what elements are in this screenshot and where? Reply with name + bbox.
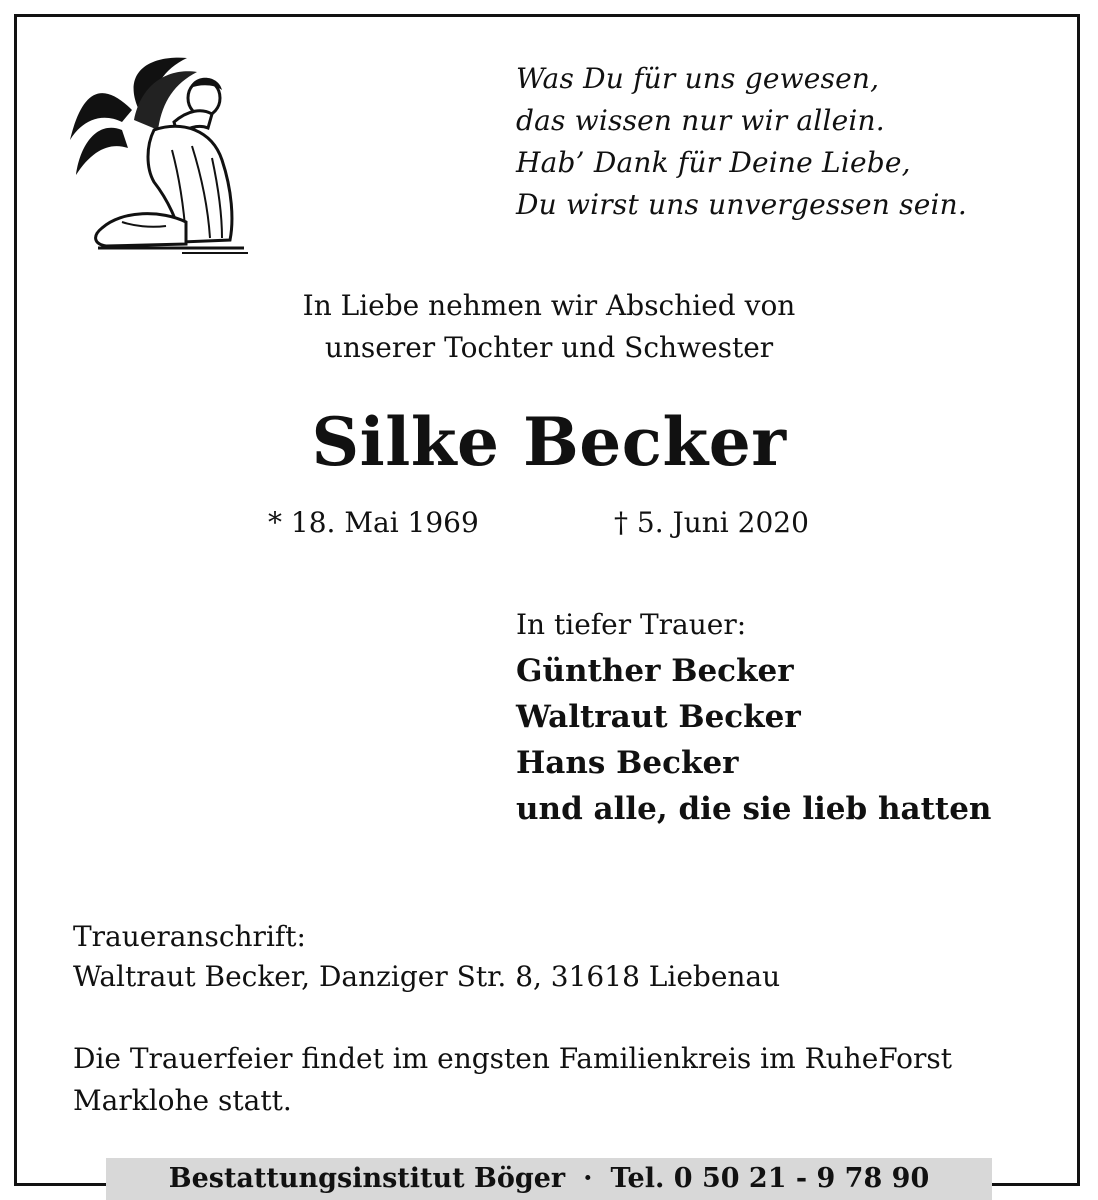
- funeral-home-name: Bestattungsinstitut Böger: [168, 1163, 566, 1194]
- poem-line: Du wirst uns unvergessen sein.: [516, 188, 967, 221]
- birth-date: * 18. Mai 1969: [268, 506, 479, 539]
- deceased-name: Silke Becker: [311, 403, 787, 481]
- mourner-name: und alle, die sie lieb hatten: [516, 791, 992, 827]
- mourner-name: Hans Becker: [516, 745, 739, 781]
- funeral-home-phone: Tel. 0 50 21 - 9 78 90: [610, 1163, 930, 1194]
- ceremony-line: Marklohe statt.: [73, 1084, 292, 1117]
- funeral-home-banner: [106, 1158, 992, 1200]
- farewell-intro: [0, 285, 1098, 369]
- poem-line: Was Du für uns gewesen,: [516, 62, 880, 95]
- mourner-name: Waltraut Becker: [516, 699, 801, 735]
- mourner-name: Günther Becker: [516, 653, 794, 689]
- mourners-lead: In tiefer Trauer:: [516, 608, 747, 641]
- kneeling-angel-icon: [62, 50, 252, 260]
- death-date: † 5. Juni 2020: [614, 506, 809, 539]
- poem-line: Hab’ Dank für Deine Liebe,: [516, 146, 911, 179]
- mourners-block: [516, 602, 991, 832]
- poem-verse: [516, 58, 967, 226]
- ceremony-line: Die Trauerfeier findet im engsten Familienkreis im RuheForst: [73, 1042, 953, 1075]
- address-label: Traueranschrift:: [73, 920, 306, 953]
- address-value: Waltraut Becker, Danziger Str. 8, 31618 Liebenau: [73, 960, 781, 993]
- intro-line: unserer Tochter und Schwester: [324, 331, 774, 364]
- mourning-address: [73, 917, 780, 997]
- poem-line: das wissen nur wir allein.: [516, 104, 885, 137]
- footer-separator: ·: [583, 1163, 593, 1194]
- intro-line: In Liebe nehmen wir Abschied von: [302, 289, 796, 322]
- ceremony-notice: [73, 1038, 952, 1122]
